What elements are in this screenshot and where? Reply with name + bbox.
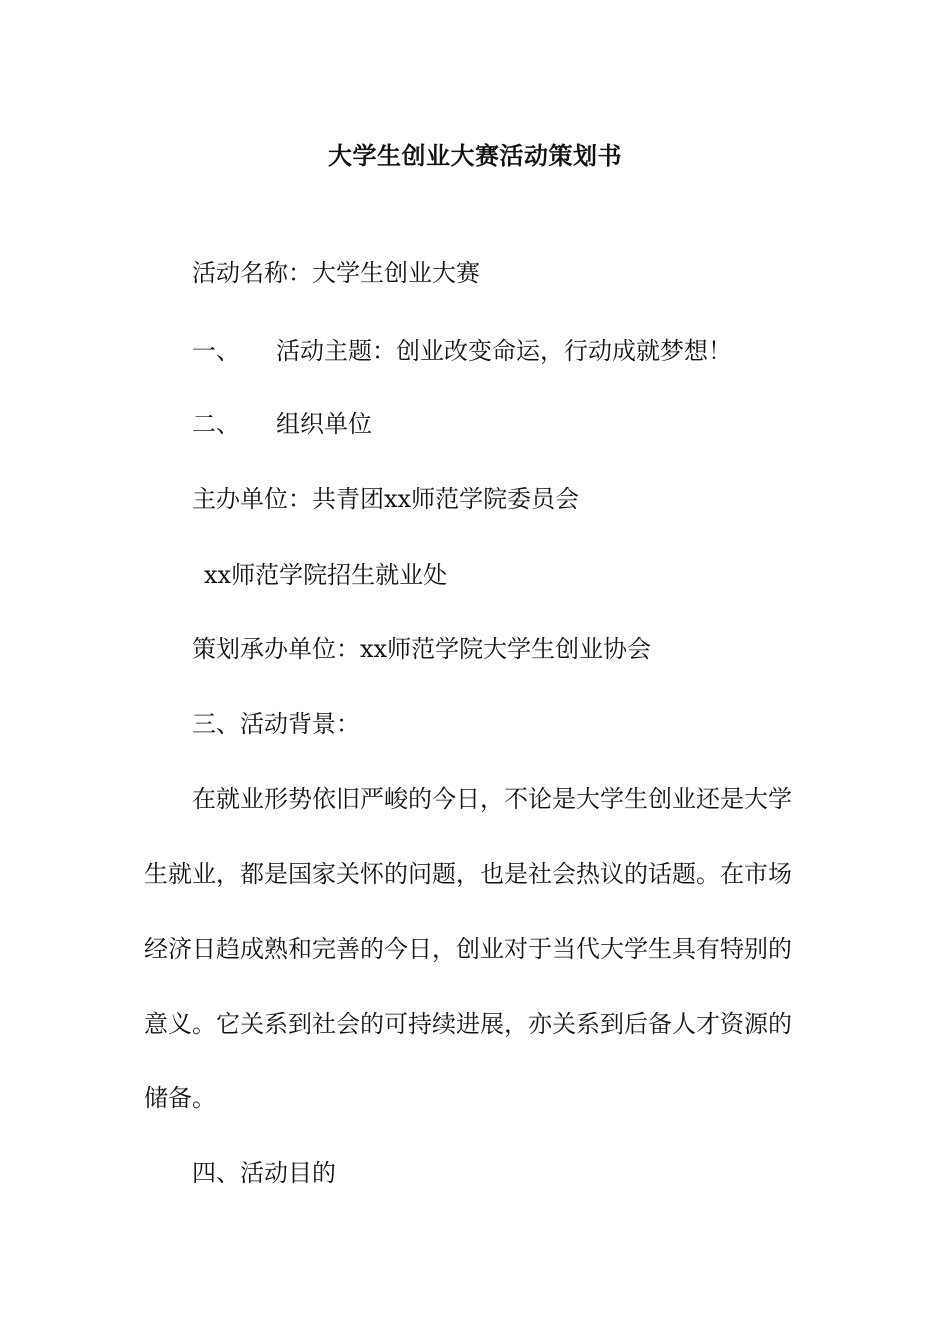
section-1-number: 一、 <box>192 337 240 365</box>
background-line: 储备。 <box>144 1084 216 1112</box>
section-1-text: 活动主题：创业改变命运，行动成就梦想！ <box>276 337 732 365</box>
section-4-heading: 四、活动目的 <box>192 1159 336 1187</box>
section-2-organizers <box>192 409 372 439</box>
background-line: 经济日趋成熟和完善的今日，创业对于当代大学生具有特别的 <box>144 935 792 963</box>
organizer-unit: 策划承办单位：xx师范学院大学生创业协会 <box>192 635 652 663</box>
section-3-heading: 三、活动背景： <box>192 710 360 738</box>
background-line: 在就业形势依旧严峻的今日，不论是大学生创业还是大学 <box>192 785 792 813</box>
background-line: 意义。它关系到社会的可持续进展，亦关系到后备人才资源的 <box>144 1010 792 1038</box>
section-2-number: 二、 <box>192 410 240 438</box>
document-title: 大学生创业大赛活动策划书 <box>328 141 622 170</box>
host-unit-2: xx师范学院招生就业处 <box>204 561 448 589</box>
section-2-text: 组织单位 <box>276 410 372 438</box>
activity-name: 活动名称：大学生创业大赛 <box>192 259 480 287</box>
section-1-theme <box>192 336 732 366</box>
background-line: 生就业，都是国家关怀的问题，也是社会热议的话题。在市场 <box>144 860 792 888</box>
host-unit: 主办单位：共青团xx师范学院委员会 <box>192 485 580 513</box>
